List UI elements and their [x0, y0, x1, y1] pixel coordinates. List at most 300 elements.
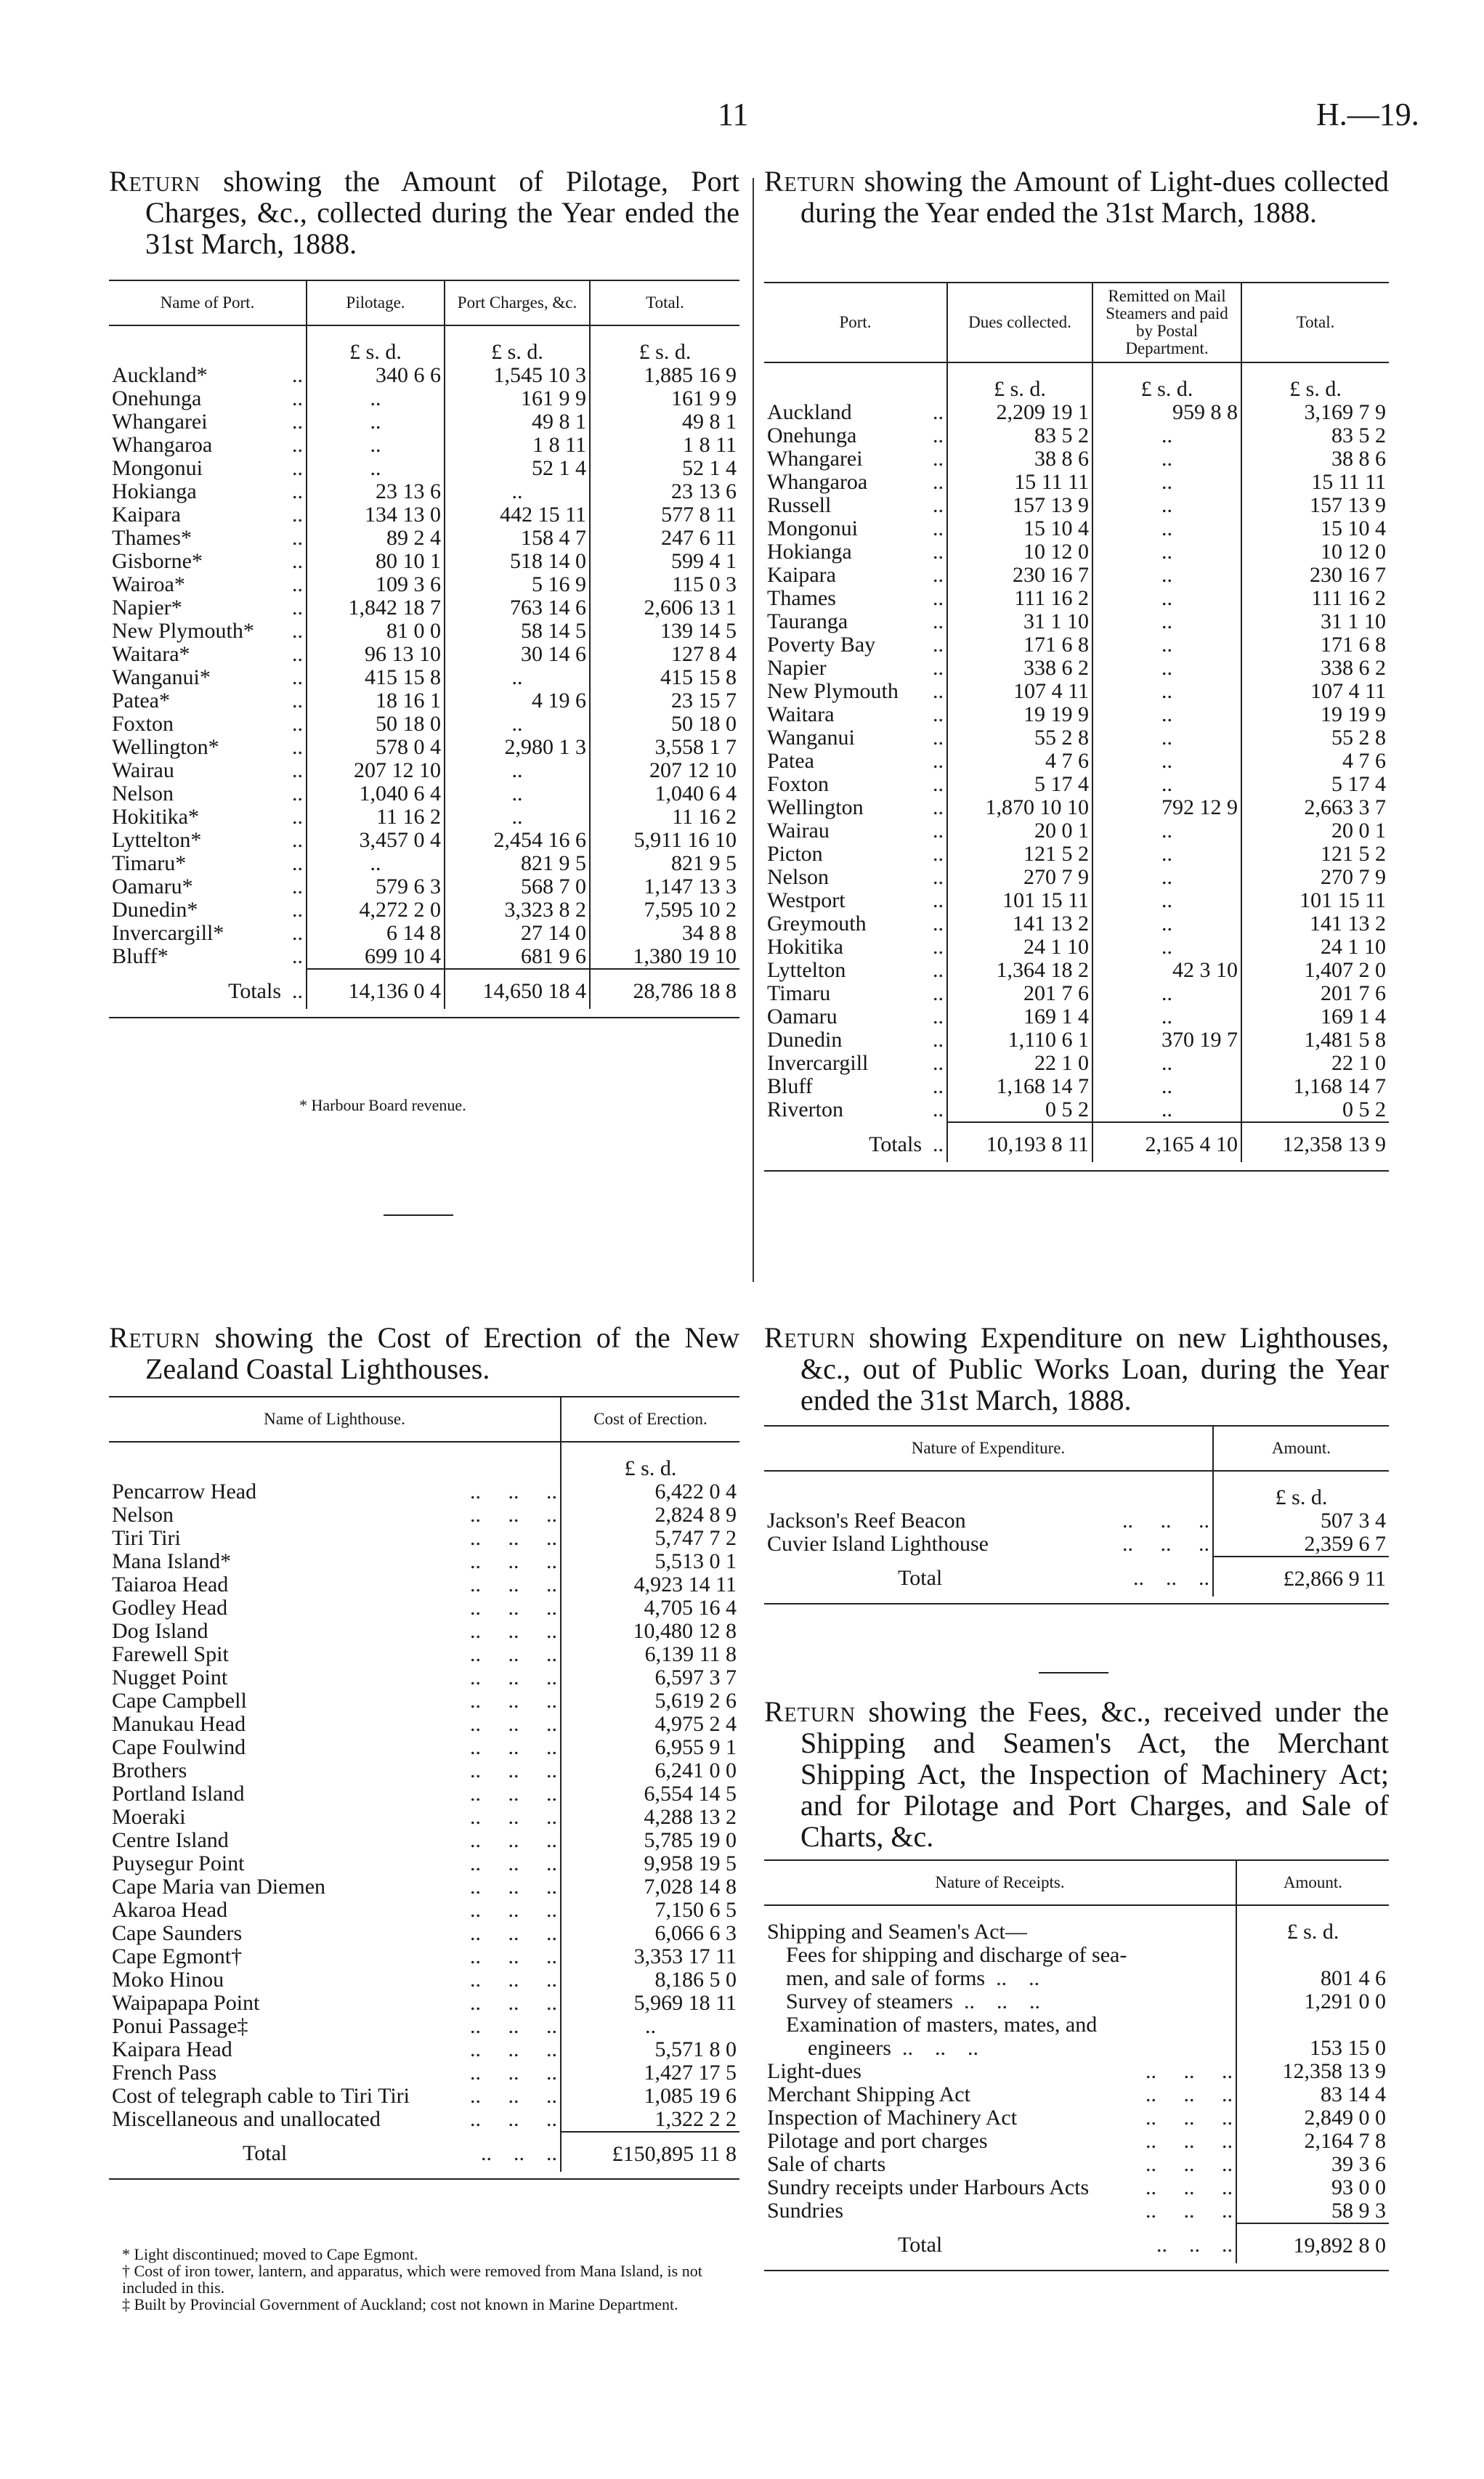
row-value: 5 16 9 — [445, 573, 590, 596]
row-value: .. — [445, 806, 590, 829]
col-cost: Cost of Erection. — [561, 1397, 739, 1442]
row-value: 39 3 6 — [1236, 2153, 1389, 2176]
row-value: 4,272 2 0 — [307, 898, 445, 922]
row-value: 579 6 3 — [307, 875, 445, 898]
row-label: Pilotage and port charges .. .. .. — [767, 2129, 1233, 2153]
row-value: 101 15 11 — [947, 889, 1092, 912]
row-value: 1,870 10 10 — [947, 796, 1092, 819]
totals-row — [109, 2132, 739, 2172]
table-row — [109, 2085, 739, 2108]
table-row — [764, 1005, 1389, 1028]
totals-label: Totals .. — [228, 979, 303, 1003]
table-row — [109, 2038, 739, 2061]
table-row — [764, 889, 1389, 912]
row-value: 55 2 8 — [947, 726, 1092, 750]
row-value: 42 3 10 — [1092, 959, 1241, 982]
row-label: Lyttelton .. — [767, 958, 944, 982]
totals-value: 12,358 13 9 — [1241, 1122, 1389, 1162]
table-row — [764, 401, 1389, 424]
row-value: 4 7 6 — [947, 750, 1092, 773]
row-value: 169 1 4 — [947, 1005, 1092, 1028]
row-value: 1,481 5 8 — [1241, 1028, 1389, 1052]
row-value: 370 19 7 — [1092, 1028, 1241, 1052]
row-label: Moko Hinou .. .. .. — [112, 1968, 557, 1992]
row-value: 107 4 11 — [947, 680, 1092, 703]
row-label: Nelson .. — [767, 865, 944, 889]
table-row — [109, 1968, 739, 1992]
table-row — [109, 852, 739, 875]
row-value: 415 15 8 — [307, 666, 445, 689]
row-value: 0 5 2 — [947, 1098, 1092, 1122]
row-value: 5,513 0 1 — [561, 1550, 739, 1573]
row-value: 109 3 6 — [307, 573, 445, 596]
table-row — [109, 1689, 739, 1713]
row-value: 34 8 8 — [590, 922, 739, 945]
table-row — [109, 1759, 739, 1782]
row-value: 18 16 1 — [307, 689, 445, 713]
row-value: 2,359 6 7 — [1213, 1533, 1389, 1557]
row-value: 15 10 4 — [947, 517, 1092, 540]
row-value: 121 5 2 — [1241, 843, 1389, 866]
row-label: Dunedin* .. — [112, 898, 303, 922]
row-value: 4,288 13 2 — [561, 1806, 739, 1829]
row-label: Moeraki .. .. .. — [112, 1805, 557, 1829]
row-value: 4,975 2 4 — [561, 1713, 739, 1736]
fees-table — [764, 1859, 1389, 2271]
row-value: .. — [1092, 773, 1241, 796]
row-label: Miscellaneous and unallocated .. .. .. — [112, 2107, 557, 2131]
row-value: 157 13 9 — [1241, 494, 1389, 517]
row-label: Poverty Bay .. — [767, 633, 944, 657]
row-value: 1 8 11 — [445, 434, 590, 457]
row-value: 89 2 4 — [307, 527, 445, 550]
table-row — [109, 1504, 739, 1527]
row-value: .. — [1092, 517, 1241, 540]
table-row — [764, 936, 1389, 959]
row-value: .. — [561, 2015, 739, 2038]
row-value: 578 0 4 — [307, 736, 445, 759]
table-row — [109, 596, 739, 620]
row-value: 52 1 4 — [445, 457, 590, 480]
row-value: .. — [1092, 726, 1241, 750]
row-label: Napier* .. — [112, 596, 303, 620]
table-row — [109, 457, 739, 480]
table-row — [764, 1075, 1389, 1098]
table-row — [764, 796, 1389, 819]
row-value: 270 7 9 — [1241, 866, 1389, 889]
row-value: 134 13 0 — [307, 503, 445, 527]
separator — [384, 1214, 453, 1216]
row-value: 247 6 11 — [590, 527, 739, 550]
table-row — [764, 447, 1389, 471]
table-row — [764, 564, 1389, 587]
row-label: New Plymouth* .. — [112, 619, 303, 643]
table-row — [764, 750, 1389, 773]
row-value: 821 9 5 — [445, 852, 590, 875]
row-value: .. — [1092, 866, 1241, 889]
row-value: .. — [1092, 657, 1241, 680]
row-value: 83 14 4 — [1236, 2083, 1389, 2106]
units-spacer — [109, 325, 307, 364]
table-row — [109, 829, 739, 852]
row-value: 577 8 11 — [590, 503, 739, 527]
table-row — [109, 1736, 739, 1759]
row-value: .. — [307, 852, 445, 875]
units-label: £ s. d. — [307, 325, 445, 364]
row-value: 157 13 9 — [947, 494, 1092, 517]
row-value: 4,705 16 4 — [561, 1596, 739, 1620]
col-port: Name of Port. — [109, 280, 307, 325]
row-value: .. — [1092, 819, 1241, 843]
row-value: 2,849 0 0 — [1236, 2106, 1389, 2130]
row-value: 507 3 4 — [1213, 1509, 1389, 1533]
receipt-amount: 1,291 0 0 — [1236, 1990, 1389, 2013]
separator — [1039, 1672, 1108, 1673]
row-value: 23 13 6 — [307, 480, 445, 503]
col-remitted: Remitted on Mail Steamers and paid by Postal Department. — [1092, 283, 1241, 362]
row-value: 230 16 7 — [947, 564, 1092, 587]
table-row — [109, 1875, 739, 1899]
col-nature: Nature of Receipts. — [764, 1860, 1236, 1905]
row-label: Ponui Passage‡ .. .. .. — [112, 2014, 557, 2038]
row-label: Patea .. — [767, 749, 944, 773]
row-value: 207 12 10 — [307, 759, 445, 782]
row-value: 12,358 13 9 — [1236, 2060, 1389, 2083]
row-value: 2,454 16 6 — [445, 829, 590, 852]
row-value: .. — [445, 759, 590, 782]
row-label: Portland Island .. .. .. — [112, 1782, 557, 1806]
table-row — [764, 657, 1389, 680]
row-value: .. — [1092, 587, 1241, 610]
row-label: Merchant Shipping Act .. .. .. — [767, 2082, 1233, 2106]
table-row — [764, 2060, 1389, 2083]
row-value: .. — [307, 434, 445, 457]
row-value: 270 7 9 — [947, 866, 1092, 889]
totals-value: 28,786 18 8 — [590, 969, 739, 1009]
footnote-1: * Light discontinued; moved to Cape Egmont. — [122, 2245, 418, 2263]
table-row — [764, 471, 1389, 494]
row-value: 6,554 14 5 — [561, 1782, 739, 1806]
row-value: .. — [307, 410, 445, 434]
row-value: 81 0 0 — [307, 620, 445, 643]
row-label: Hokitika .. — [767, 935, 944, 959]
row-value: 5,747 7 2 — [561, 1527, 739, 1550]
expenditure-table — [764, 1425, 1389, 1604]
row-value: 4,923 14 11 — [561, 1573, 739, 1596]
table-row — [764, 540, 1389, 564]
table-row — [109, 1480, 739, 1504]
row-label: Light-dues .. .. .. — [767, 2059, 1233, 2083]
row-value: 15 11 11 — [947, 471, 1092, 494]
row-value: 58 14 5 — [445, 620, 590, 643]
table-row — [764, 2106, 1389, 2130]
fees-heading: Return showing the Fees, &c., received under the Shipping and Seamen's Act, the Merchant Shipping Act, the Inspection of Machinery Act; and for Pilotage and Port Charges, and Sale of Charts, &c. — [764, 1695, 1389, 1853]
row-value: 127 8 4 — [590, 643, 739, 666]
table-row — [109, 1829, 739, 1852]
table-row — [109, 806, 739, 829]
row-label: Tiri Tiri .. .. .. — [112, 1526, 557, 1550]
row-label: Onehunga .. — [112, 386, 303, 410]
row-label: Oamaru .. — [767, 1005, 944, 1028]
row-label: Hokianga .. — [767, 540, 944, 564]
row-value: 58 9 3 — [1236, 2199, 1389, 2223]
totals-label: Total .. .. .. — [898, 2233, 1233, 2257]
row-label: Wairoa* .. — [112, 572, 303, 596]
row-value: 207 12 10 — [590, 759, 739, 782]
row-value: 15 10 4 — [1241, 517, 1389, 540]
row-value: 107 4 11 — [1241, 680, 1389, 703]
row-value: .. — [1092, 750, 1241, 773]
row-label: Puysegur Point .. .. .. — [112, 1851, 557, 1875]
row-value: .. — [445, 480, 590, 503]
row-value: 6,422 0 4 — [561, 1480, 739, 1504]
row-value: 201 7 6 — [947, 982, 1092, 1005]
row-value: 230 16 7 — [1241, 564, 1389, 587]
table-row — [109, 1945, 739, 1968]
row-value: 49 8 1 — [590, 410, 739, 434]
table-row — [109, 2061, 739, 2085]
row-value: .. — [1092, 889, 1241, 912]
totals-label: Total .. .. .. — [898, 1566, 1209, 1590]
row-label: Wanganui* .. — [112, 665, 303, 689]
row-label: Whangaroa .. — [767, 470, 944, 494]
table-row — [109, 666, 739, 689]
row-value: 20 0 1 — [947, 819, 1092, 843]
row-label: Cape Foulwind .. .. .. — [112, 1735, 557, 1759]
row-value: 2,606 13 1 — [590, 596, 739, 620]
row-value: 9,958 19 5 — [561, 1852, 739, 1875]
totals-value: 10,193 8 11 — [947, 1122, 1092, 1162]
lighthouse-footnotes — [110, 2246, 734, 2313]
row-value: 23 13 6 — [590, 480, 739, 503]
row-label: Picton .. — [767, 842, 944, 866]
row-label: Mongonui .. — [767, 516, 944, 540]
totals-value: £150,895 11 8 — [561, 2132, 739, 2172]
row-value: .. — [1092, 1075, 1241, 1098]
row-label: Cuvier Island Lighthouse .. .. .. — [767, 1532, 1209, 1556]
row-value: 6,955 9 1 — [561, 1736, 739, 1759]
totals-value: 19,892 8 0 — [1236, 2223, 1389, 2263]
row-value: 1,147 13 3 — [590, 875, 739, 898]
totals-value: 14,650 18 4 — [445, 969, 590, 1009]
col-nature: Nature of Expenditure. — [764, 1426, 1213, 1471]
table-row — [109, 1550, 739, 1573]
table-row — [109, 387, 739, 410]
table-row — [764, 726, 1389, 750]
row-label: Thames .. — [767, 586, 944, 610]
table-row — [109, 1620, 739, 1643]
table-row — [109, 1806, 739, 1829]
row-value: 681 9 6 — [445, 945, 590, 969]
table-row — [764, 703, 1389, 726]
row-label: Cape Campbell .. .. .. — [112, 1689, 557, 1713]
receipt-label: Fees for shipping and discharge of sea- — [786, 1943, 1127, 1967]
row-value: 121 5 2 — [947, 843, 1092, 866]
row-value: 22 1 0 — [947, 1052, 1092, 1075]
row-value: 2,980 1 3 — [445, 736, 590, 759]
row-value: .. — [1092, 912, 1241, 936]
row-value: 2,663 3 7 — [1241, 796, 1389, 819]
row-value: 2,164 7 8 — [1236, 2130, 1389, 2153]
row-value: .. — [1092, 1098, 1241, 1122]
row-value: 161 9 9 — [445, 387, 590, 410]
table-row — [109, 736, 739, 759]
table-row — [109, 1782, 739, 1806]
column-divider — [753, 178, 754, 1282]
row-label: Inspection of Machinery Act .. .. .. — [767, 2106, 1233, 2130]
row-label: Cape Maria van Diemen .. .. .. — [112, 1875, 557, 1899]
table-row — [764, 819, 1389, 843]
row-label: Onehunga .. — [767, 423, 944, 447]
units-spacer — [109, 1442, 561, 1480]
row-value: 340 6 6 — [307, 364, 445, 387]
units-label: £ s. d. — [1213, 1471, 1389, 1509]
row-value: 31 1 10 — [947, 610, 1092, 633]
table-row — [764, 587, 1389, 610]
row-value: .. — [1092, 843, 1241, 866]
row-label: Oamaru* .. — [112, 875, 303, 898]
table-row — [109, 782, 739, 806]
table-row — [109, 620, 739, 643]
row-label: Hokianga .. — [112, 479, 303, 503]
row-label: Tauranga .. — [767, 609, 944, 633]
table-row — [109, 945, 739, 969]
row-value: 0 5 2 — [1241, 1098, 1389, 1122]
row-value: 763 14 6 — [445, 596, 590, 620]
row-value: .. — [445, 713, 590, 736]
row-label: Foxton .. — [767, 772, 944, 796]
row-value: 1,110 6 1 — [947, 1028, 1092, 1052]
row-value: 821 9 5 — [590, 852, 739, 875]
units-label: £ s. d. — [445, 325, 590, 364]
row-value: 1,427 17 5 — [561, 2061, 739, 2085]
row-label: Hokitika* .. — [112, 805, 303, 829]
row-value: 55 2 8 — [1241, 726, 1389, 750]
totals-row — [764, 2223, 1389, 2263]
table-row — [109, 410, 739, 434]
totals-label: Totals .. — [869, 1132, 944, 1156]
row-value: 5,785 19 0 — [561, 1829, 739, 1852]
row-label: French Pass .. .. .. — [112, 2061, 557, 2085]
row-value: .. — [445, 666, 590, 689]
row-value: 7,150 6 5 — [561, 1899, 739, 1922]
table-row — [109, 2015, 739, 2038]
row-label: Akaroa Head .. .. .. — [112, 1898, 557, 1922]
row-value: 158 4 7 — [445, 527, 590, 550]
table-row — [109, 527, 739, 550]
row-value: 52 1 4 — [590, 457, 739, 480]
row-value: 161 9 9 — [590, 387, 739, 410]
table-row — [764, 773, 1389, 796]
row-value: 141 13 2 — [947, 912, 1092, 936]
table-row — [109, 480, 739, 503]
totals-row — [109, 969, 739, 1009]
row-label: Russell .. — [767, 493, 944, 517]
row-value: 27 14 0 — [445, 922, 590, 945]
table-row — [764, 1052, 1389, 1075]
row-value: 22 1 0 — [1241, 1052, 1389, 1075]
totals-row — [764, 1557, 1389, 1596]
table-row — [109, 1643, 739, 1666]
table-row — [764, 2130, 1389, 2153]
row-label: Auckland .. — [767, 400, 944, 424]
row-label: Waipapapa Point .. .. .. — [112, 1991, 557, 2015]
row-value: 50 18 0 — [590, 713, 739, 736]
row-value: 19 19 9 — [947, 703, 1092, 726]
row-value: 15 11 11 — [1241, 471, 1389, 494]
row-value: 1,322 2 2 — [561, 2108, 739, 2132]
row-value: 169 1 4 — [1241, 1005, 1389, 1028]
row-value: 1 8 11 — [590, 434, 739, 457]
row-value: 10 12 0 — [947, 540, 1092, 564]
row-value: 2,824 8 9 — [561, 1504, 739, 1527]
row-value: .. — [1092, 447, 1241, 471]
row-value: 11 16 2 — [590, 806, 739, 829]
row-value: .. — [307, 457, 445, 480]
row-value: 6,139 11 8 — [561, 1643, 739, 1666]
row-value: 10,480 12 8 — [561, 1620, 739, 1643]
table-row — [764, 424, 1389, 447]
row-label: Waitara* .. — [112, 642, 303, 666]
row-label: Farewell Spit .. .. .. — [112, 1642, 557, 1666]
row-value: 23 15 7 — [590, 689, 739, 713]
col-total: Total. — [590, 280, 739, 325]
row-label: Wairau .. — [767, 819, 944, 843]
row-value: 171 6 8 — [947, 633, 1092, 657]
table-row — [764, 517, 1389, 540]
row-label: Westport .. — [767, 888, 944, 912]
row-value: 6,597 3 7 — [561, 1666, 739, 1689]
row-value: 6,241 0 0 — [561, 1759, 739, 1782]
table-row — [764, 2176, 1389, 2199]
row-value: 2,209 19 1 — [947, 401, 1092, 424]
page-number: 11 — [718, 97, 749, 132]
row-value: .. — [1092, 680, 1241, 703]
table-row — [764, 1509, 1389, 1533]
row-value: .. — [1092, 936, 1241, 959]
row-label: Kaipara Head .. .. .. — [112, 2037, 557, 2061]
table-row — [109, 2108, 739, 2132]
row-value: 115 0 3 — [590, 573, 739, 596]
row-value: 415 15 8 — [590, 666, 739, 689]
col-amount: Amount. — [1236, 1860, 1389, 1905]
col-lighthouse: Name of Lighthouse. — [109, 1397, 561, 1442]
row-value: 49 8 1 — [445, 410, 590, 434]
row-value: 599 4 1 — [590, 550, 739, 573]
table-row — [764, 1098, 1389, 1122]
row-value: 19 19 9 — [1241, 703, 1389, 726]
row-label: Waitara .. — [767, 702, 944, 726]
row-value: 4 7 6 — [1241, 750, 1389, 773]
row-label: Wellington .. — [767, 795, 944, 819]
row-value: 1,842 18 7 — [307, 596, 445, 620]
table-row — [764, 843, 1389, 866]
table-row — [109, 1922, 739, 1945]
units-label: £ s. d. — [1092, 362, 1241, 401]
page-reference: H.—19. — [1316, 97, 1419, 132]
row-value: 24 1 10 — [1241, 936, 1389, 959]
row-label: Sundries .. .. .. — [767, 2199, 1233, 2223]
table-row — [109, 364, 739, 387]
row-value: 1,885 16 9 — [590, 364, 739, 387]
row-label: Centre Island .. .. .. — [112, 1828, 557, 1852]
row-value: 24 1 10 — [947, 936, 1092, 959]
row-label: Dunedin .. — [767, 1028, 944, 1052]
row-value: 5,911 16 10 — [590, 829, 739, 852]
table-row — [764, 2153, 1389, 2176]
pilotage-heading: Return showing the Amount of Pilotage, Port Charges, &c., collected during the Year ended the 31st March, 1888. — [109, 165, 739, 260]
row-value: .. — [1092, 540, 1241, 564]
